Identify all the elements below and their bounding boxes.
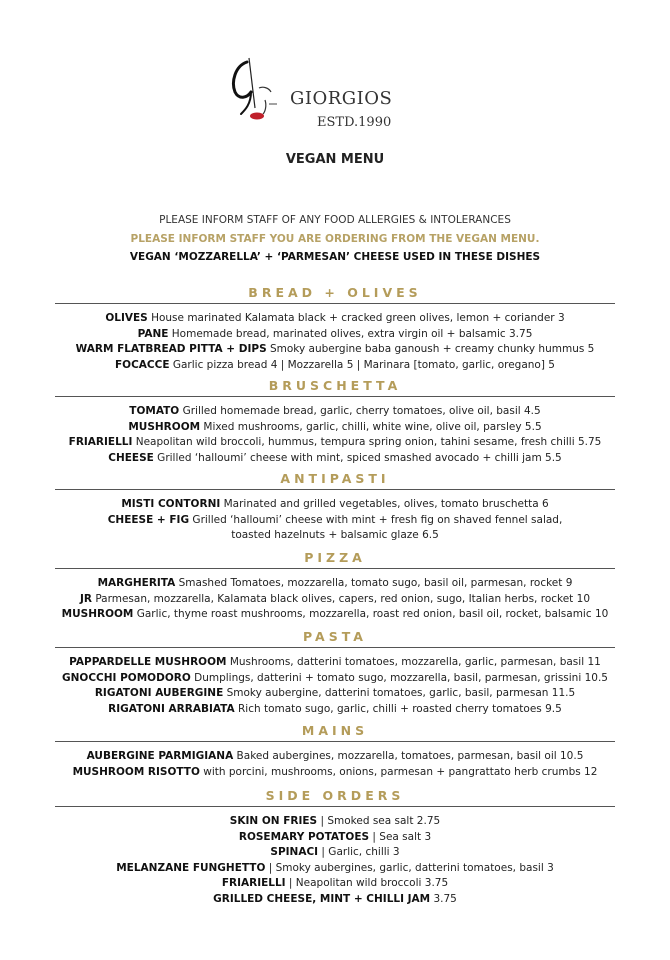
section-title: BREAD + OLIVES: [248, 285, 422, 300]
menu-item-description: Neapolitan wild broccoli, hummus, tempura spring onion, tahini sesame, fresh chilli 5.75: [132, 436, 602, 448]
section-title: BRUSCHETTA: [268, 378, 402, 393]
menu-item: [0, 497, 670, 513]
menu-item-description: | Garlic, chilli 3: [318, 846, 400, 858]
menu-item: [0, 435, 670, 451]
menu-item-description: House marinated Kalamata black + cracked green olives, lemon + coriander 3: [147, 312, 565, 324]
menu-item: [0, 765, 670, 781]
vegan-cheese-notice: VEGAN ‘MOZZARELLA’ + ‘PARMESAN’ CHEESE USED IN THESE DISHES: [129, 251, 541, 263]
vegan-order-notice: PLEASE INFORM STAFF YOU ARE ORDERING FROM THE VEGAN MENU.: [130, 233, 540, 245]
section-divider: [55, 647, 615, 648]
menu-section: [0, 378, 670, 466]
menu-item-description: Dumplings, datterini + tomato sugo, mozzarella, basil, parmesan, grissini 10.5: [190, 671, 608, 684]
menu-item: [0, 830, 670, 846]
section-title: PASTA: [303, 629, 367, 644]
menu-item-description: Mixed mushrooms, garlic, chilli, white wine, olive oil, parsley 5.5: [200, 420, 542, 433]
section-items: [0, 814, 670, 907]
menu-section: [0, 285, 670, 373]
menu-item: [0, 576, 670, 592]
menu-item-description: Garlic, thyme roast mushrooms, mozzarella, roast red onion, basil oil, rocket, balsamic 10: [133, 608, 609, 620]
section-title: MAINS: [301, 723, 369, 738]
menu-item-name: FOCACCE: [115, 358, 170, 371]
brand-established: ESTD.1990: [317, 115, 392, 130]
menu-item: [0, 327, 670, 343]
menu-item-description: toasted hazelnuts + balsamic glaze 6.5: [231, 529, 439, 541]
menu-item: [0, 311, 670, 327]
section-divider: [55, 568, 615, 569]
menu-item: [0, 607, 670, 623]
section-items: [0, 404, 670, 466]
menu-item-name: MELANZANE FUNGHETTO: [116, 861, 266, 874]
menu-item: [0, 451, 670, 467]
brand-name: GIORGIOS: [290, 88, 393, 109]
menu-item-description: Marinated and grilled vegetables, olives, tomato bruschetta 6: [220, 498, 549, 510]
menu-item-name: AUBERGINE PARMIGIANA: [86, 750, 234, 762]
menu-item-name: WARM FLATBREAD PITTA + DIPS: [75, 343, 267, 355]
section-title: ANTIPASTI: [280, 471, 390, 486]
menu-title: VEGAN MENU: [285, 152, 385, 167]
section-divider: [55, 303, 615, 304]
menu-item: [0, 702, 670, 718]
menu-item-description: Baked aubergines, mozzarella, tomatoes, parmesan, basil oil 10.5: [233, 750, 584, 762]
menu-item: [0, 420, 670, 436]
menu-item-description: | Smoked sea salt 2.75: [317, 815, 441, 827]
menu-item: [0, 513, 670, 529]
menu-item-name: OLIVES: [105, 312, 148, 324]
menu-item: [0, 671, 670, 687]
section-items: [0, 576, 670, 623]
menu-item-description: Grilled ‘halloumi’ cheese with mint, spiced smashed avocado + chilli jam 5.5: [153, 451, 562, 464]
section-divider: [55, 741, 615, 742]
menu-item-description: Grilled ‘halloumi’ cheese with mint + fresh fig on shaved fennel salad,: [189, 513, 563, 526]
section-title: SIDE ORDERS: [265, 788, 405, 803]
menu-item-description: Parmesan, mozzarella, Kalamata black olives, capers, red onion, sugo, Italian herbs, rocket 10: [91, 592, 590, 605]
menu-item-description: 3.75: [430, 892, 457, 905]
menu-item-description: Rich tomato sugo, garlic, chilli + roasted cherry tomatoes 9.5: [234, 702, 562, 715]
menu-section: [0, 629, 670, 717]
menu-item: [0, 861, 670, 877]
section-divider: [55, 806, 615, 807]
menu-section: [0, 723, 670, 780]
menu-item-description: with porcini, mushrooms, onions, parmesan + pangrattato herb crumbs 12: [199, 765, 598, 778]
menu-section: [0, 471, 670, 544]
menu-item-name: MUSHROOM: [61, 608, 134, 620]
menu-item-description: | Neapolitan wild broccoli 3.75: [285, 877, 449, 889]
menu-item-name: MARGHERITA: [97, 577, 176, 589]
section-divider: [55, 396, 615, 397]
menu-item-name: MUSHROOM: [128, 420, 201, 433]
menu-item: [0, 814, 670, 830]
menu-item-description: Smashed Tomatoes, mozzarella, tomato sugo, basil oil, parmesan, rocket 9: [175, 577, 573, 589]
menu-section: [0, 550, 670, 623]
menu-item-name: JR: [79, 592, 92, 605]
menu-item: [0, 845, 670, 861]
menu-item-description: | Sea salt 3: [369, 830, 432, 843]
menu-item-name: CHEESE + FIG: [107, 513, 190, 526]
menu-item-name: GRILLED CHEESE, MINT + CHILLI JAM: [213, 892, 431, 905]
section-items: [0, 655, 670, 717]
menu-item: [0, 342, 670, 358]
menu-item-description: | Smoky aubergines, garlic, datterini tomatoes, basil 3: [265, 861, 554, 874]
menu-item-name: CHEESE: [108, 451, 154, 464]
menu-item-name: FRIARIELLI: [221, 877, 286, 889]
menu-item-name: RIGATONI ARRABIATA: [108, 702, 235, 715]
section-divider: [55, 489, 615, 490]
menu-item-name: RIGATONI AUBERGINE: [94, 687, 224, 699]
menu-item: [0, 655, 670, 671]
menu-item: [0, 686, 670, 702]
section-items: [0, 749, 670, 780]
menu-section: [0, 788, 670, 907]
menu-item-description: Mushrooms, datterini tomatoes, mozzarella, garlic, parmesan, basil 11: [226, 656, 601, 668]
menu-item-description: Homemade bread, marinated olives, extra virgin oil + balsamic 3.75: [168, 327, 533, 340]
menu-item: [0, 876, 670, 892]
menu-item: [0, 892, 670, 908]
menu-item: [0, 749, 670, 765]
menu-item-description: Garlic pizza bread 4 | Mozzarella 5 | Marinara [tomato, garlic, oregano] 5: [169, 358, 555, 371]
menu-item-name: MUSHROOM RISOTTO: [72, 765, 200, 778]
allergy-notice: PLEASE INFORM STAFF OF ANY FOOD ALLERGIES & INTOLERANCES: [159, 214, 511, 226]
menu-item: [0, 404, 670, 420]
logo: [225, 48, 455, 138]
menu-item: [0, 592, 670, 608]
menu-item-description: Smoky aubergine baba ganoush + creamy chunky hummus 5: [266, 343, 595, 355]
logo-face-icon: [225, 48, 285, 138]
menu-item-name: GNOCCHI POMODORO: [62, 671, 191, 684]
menu-item: [0, 528, 670, 544]
menu-item-name: PANE: [137, 327, 169, 340]
section-items: [0, 497, 670, 544]
menu-item: [0, 358, 670, 374]
menu-item-name: ROSEMARY POTATOES: [238, 830, 370, 843]
menu-item-description: Smoky aubergine, datterini tomatoes, garlic, basil, parmesan 11.5: [223, 687, 576, 699]
menu-item-name: FRIARIELLI: [68, 436, 133, 448]
section-items: [0, 311, 670, 373]
section-title: PIZZA: [304, 550, 366, 565]
menu-item-name: TOMATO: [129, 405, 180, 417]
menu-item-description: Grilled homemade bread, garlic, cherry tomatoes, olive oil, basil 4.5: [179, 405, 541, 417]
menu-item-name: SPINACI: [270, 846, 319, 858]
menu-item-name: SKIN ON FRIES: [229, 815, 318, 827]
menu-item-name: PAPPARDELLE MUSHROOM: [69, 656, 227, 668]
menu-item-name: MISTI CONTORNI: [121, 498, 221, 510]
